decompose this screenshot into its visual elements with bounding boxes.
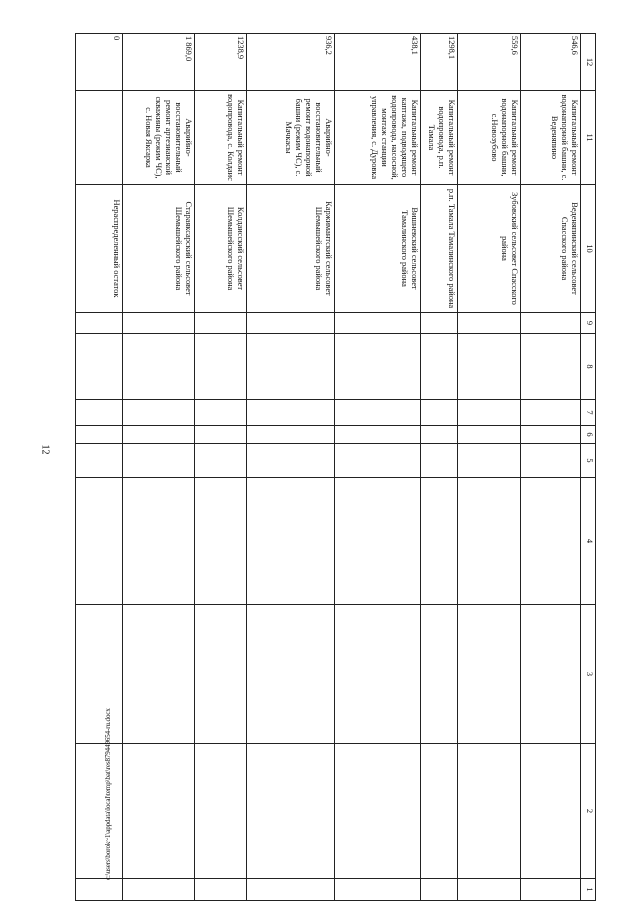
empty-cell	[521, 879, 581, 901]
object-cell: Капитальный ремонт водопровода, р.п. Тамала	[421, 91, 458, 185]
value-cell: 1238,9	[195, 34, 247, 91]
empty-cell	[247, 313, 335, 334]
empty-cell	[458, 400, 521, 426]
table-row	[76, 34, 123, 901]
empty-cell	[521, 400, 581, 426]
empty-cell	[247, 444, 335, 478]
empty-cell	[521, 444, 581, 478]
empty-cell	[76, 444, 123, 478]
empty-cell	[123, 478, 195, 605]
landscape-table-area	[91, 33, 596, 892]
municipality-cell: Веденяпинский сельсовет Спасского района	[521, 185, 581, 313]
empty-cell	[458, 744, 521, 879]
col-header: 7	[581, 400, 596, 426]
empty-cell	[247, 605, 335, 744]
empty-cell	[458, 478, 521, 605]
empty-cell	[195, 478, 247, 605]
empty-cell	[421, 744, 458, 879]
municipality-cell: Каржимантский сельсовет Шемышейского района	[247, 185, 335, 313]
table-row	[195, 34, 247, 901]
object-cell	[76, 91, 123, 185]
empty-cell	[195, 605, 247, 744]
col-header: 11	[581, 91, 596, 185]
empty-cell	[458, 605, 521, 744]
rotated-table-wrapper	[91, 33, 596, 892]
empty-cell	[335, 400, 421, 426]
empty-cell	[335, 313, 421, 334]
col-header: 5	[581, 444, 596, 478]
empty-cell	[335, 426, 421, 444]
table-row	[123, 34, 195, 901]
empty-cell	[421, 605, 458, 744]
empty-cell	[123, 444, 195, 478]
empty-cell	[421, 400, 458, 426]
municipality-cell: Вишневский сельсовет Тамалинского района	[335, 185, 421, 313]
empty-cell	[335, 478, 421, 605]
table-row	[421, 34, 458, 901]
table-row	[521, 34, 581, 901]
empty-cell	[195, 426, 247, 444]
empty-cell	[76, 744, 123, 879]
empty-cell	[195, 334, 247, 400]
table-row	[335, 34, 421, 901]
empty-cell	[521, 744, 581, 879]
table-row	[247, 34, 335, 901]
object-cell: Капитальный ремонт водонапорной башни, с.Новозубово	[458, 91, 521, 185]
empty-cell	[76, 313, 123, 334]
empty-cell	[421, 334, 458, 400]
empty-cell	[521, 605, 581, 744]
col-header: 8	[581, 334, 596, 400]
empty-cell	[521, 313, 581, 334]
empty-cell	[458, 879, 521, 901]
col-header: 2	[581, 744, 596, 879]
value-cell: 546,6	[521, 34, 581, 91]
object-cell: Капитальный ремонт водонапорной башни, с. Веденяпино	[521, 91, 581, 185]
empty-cell	[335, 879, 421, 901]
file-path-footer: c:\users\borok~1\appdata\local\temp\bat\res879449654-ru.docx	[104, 708, 112, 880]
empty-cell	[195, 879, 247, 901]
municipality-cell: Нераспределенный остаток	[76, 185, 123, 313]
empty-cell	[76, 478, 123, 605]
col-header: 4	[581, 478, 596, 605]
object-cell: Капитальный ремонт водопровода, с. Колдаис	[195, 91, 247, 185]
empty-cell	[123, 334, 195, 400]
object-cell: Аварийно-восстановительный ремонт водонапорной башни (режим ЧС), с. Мачкасы	[247, 91, 335, 185]
empty-cell	[123, 313, 195, 334]
empty-cell	[123, 744, 195, 879]
col-header: 1	[581, 879, 596, 901]
empty-cell	[247, 879, 335, 901]
value-cell: 1 869,0	[123, 34, 195, 91]
empty-cell	[521, 426, 581, 444]
municipality-cell: Колдаисский сельсовет Шемышейского района	[195, 185, 247, 313]
empty-cell	[421, 444, 458, 478]
empty-cell	[123, 400, 195, 426]
page-number: 12	[39, 444, 51, 455]
table-row	[458, 34, 521, 901]
col-header: 3	[581, 605, 596, 744]
value-cell: 936,2	[247, 34, 335, 91]
empty-cell	[335, 334, 421, 400]
col-header: 12	[581, 34, 596, 91]
empty-cell	[458, 426, 521, 444]
value-cell: 559,6	[458, 34, 521, 91]
municipality-cell: р.п. Тамала Тамалинского района	[421, 185, 458, 313]
empty-cell	[195, 313, 247, 334]
empty-cell	[76, 605, 123, 744]
col-header: 9	[581, 313, 596, 334]
empty-cell	[421, 313, 458, 334]
empty-cell	[335, 444, 421, 478]
empty-cell	[458, 444, 521, 478]
empty-cell	[458, 313, 521, 334]
value-cell: 1298,1	[421, 34, 458, 91]
empty-cell	[458, 334, 521, 400]
empty-cell	[421, 426, 458, 444]
distribution-table	[75, 33, 596, 901]
empty-cell	[421, 478, 458, 605]
object-cell: Аварийно-восстановительный ремонт артезианской скважины (режим ЧС), с. Новая Яксарка	[123, 91, 195, 185]
value-cell: 438,1	[335, 34, 421, 91]
col-header: 6	[581, 426, 596, 444]
empty-cell	[123, 879, 195, 901]
empty-cell	[76, 426, 123, 444]
empty-cell	[521, 478, 581, 605]
value-cell: 0	[76, 34, 123, 91]
empty-cell	[247, 478, 335, 605]
empty-cell	[247, 334, 335, 400]
empty-cell	[195, 444, 247, 478]
empty-cell	[76, 334, 123, 400]
empty-cell	[195, 744, 247, 879]
empty-cell	[76, 879, 123, 901]
empty-cell	[521, 334, 581, 400]
empty-cell	[247, 426, 335, 444]
empty-cell	[335, 605, 421, 744]
empty-cell	[195, 400, 247, 426]
col-header: 10	[581, 185, 596, 313]
municipality-cell: Зубовский сельсовет Спасского района	[458, 185, 521, 313]
empty-cell	[247, 400, 335, 426]
empty-cell	[247, 744, 335, 879]
municipality-cell: Стараякcарский сельсовет Шемышейского района	[123, 185, 195, 313]
empty-cell	[123, 426, 195, 444]
empty-cell	[421, 879, 458, 901]
empty-cell	[76, 400, 123, 426]
object-cell: Капитальный ремонт каптажа, подводящего водопровода, насосной, монтаж станции управления, с. Дуровка	[335, 91, 421, 185]
header-row	[581, 34, 596, 901]
empty-cell	[123, 605, 195, 744]
empty-cell	[335, 744, 421, 879]
